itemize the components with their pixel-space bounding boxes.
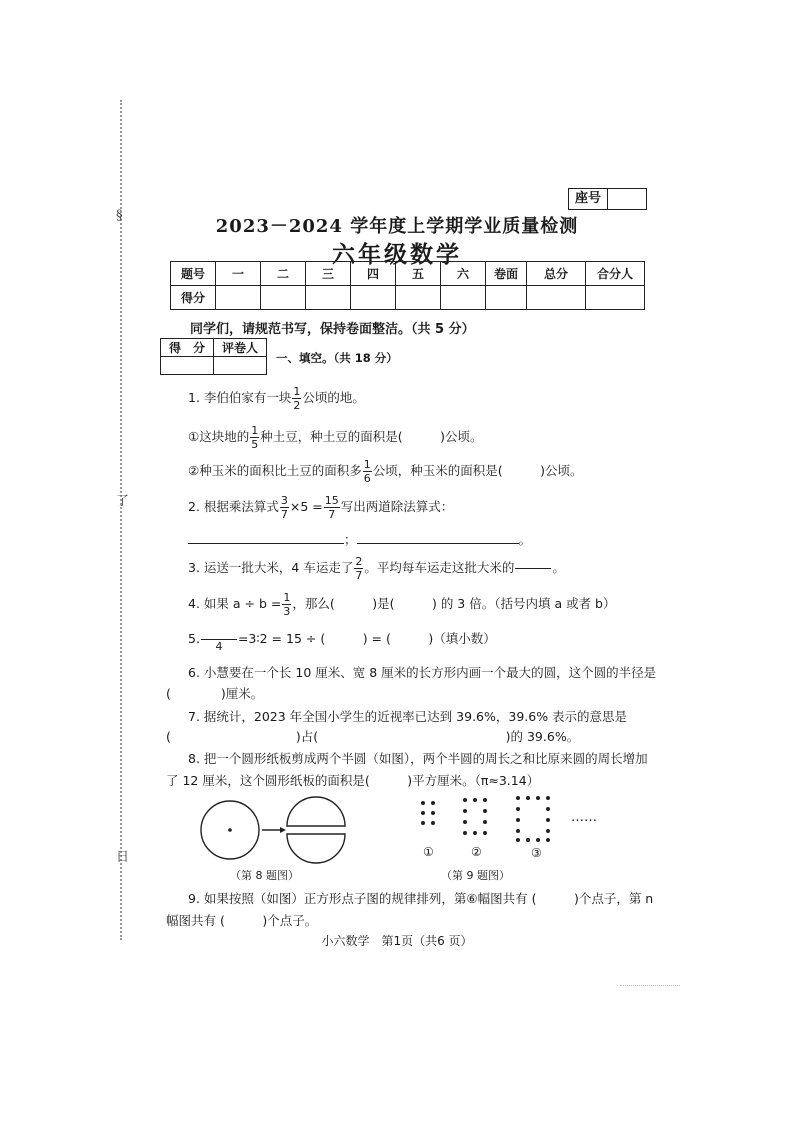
frac-denominator: 7 [328, 508, 336, 521]
q4-text: 4. 如果 a ÷ b = [188, 596, 282, 611]
q2-text: 写出两道除法算式： [340, 499, 454, 514]
frac-denominator: 3 [283, 605, 291, 618]
frac-numerator: 1 [363, 458, 371, 471]
section1-title: 一、填空。（共 18 分） [276, 351, 398, 365]
score-cell[interactable] [527, 286, 586, 310]
margin-mark: § [116, 208, 123, 223]
score-header-cell: 五 [396, 262, 441, 286]
q4-text: ，那么( )是( ) 的 3 倍。（括号内填 a 或者 b） [292, 596, 616, 611]
frac-numerator: 2 [355, 555, 363, 568]
score-header-cell: 一 [216, 262, 261, 286]
q3-answer-fraction[interactable] [515, 556, 551, 581]
q7-line2: ( )占( )的 39.6%。 [166, 729, 580, 744]
q3-stem [188, 556, 565, 581]
dot-pattern-3 [516, 796, 550, 842]
arrow-head [280, 827, 286, 833]
score-table [170, 261, 645, 310]
frac-denominator: 6 [363, 472, 371, 485]
q2-fraction [324, 495, 340, 520]
q2-separator: ； [344, 532, 357, 547]
circle-center-dot [228, 828, 232, 832]
frac-denominator: 7 [355, 569, 363, 582]
grader-score-field[interactable] [161, 357, 214, 375]
q5-text: =3∶2 = 15 ÷ ( ) = ( )（填小数） [237, 631, 496, 646]
score-header-cell: 二 [261, 262, 306, 286]
q2-text: 2. 根据乘法算式 [188, 499, 279, 514]
q6-line1: 6. 小慧要在一个长 10 厘米、宽 8 厘米的长方形内画一个最大的圆，这个圆的半径是 [188, 665, 657, 680]
answer-blank[interactable] [357, 543, 519, 544]
q5-text: 5. [188, 631, 200, 646]
scan-artifact [620, 985, 680, 986]
margin-mark: 了 [116, 494, 130, 509]
frac-numerator [515, 556, 551, 569]
q1-part-a [188, 425, 482, 450]
q1-part-b [188, 459, 582, 484]
q1-stem-text: 1. 李伯伯家有一块 [188, 390, 292, 405]
q1-fraction [292, 386, 301, 411]
seat-number-field[interactable] [608, 189, 646, 209]
figure-8-circle-diagram [198, 795, 348, 865]
q3-fraction [354, 556, 363, 581]
q2-fraction [280, 495, 289, 520]
grader-score-label: 得 分 [161, 339, 214, 357]
score-table-score-row [171, 286, 645, 310]
frac-numerator: 3 [280, 494, 288, 507]
q1b-text: ②种玉米的面积比土豆的面积多 [188, 463, 362, 478]
score-header-cell: 三 [306, 262, 351, 286]
exam-title: 2023－2024 学年度上学期学业质量检测 [215, 216, 579, 237]
frac-numerator: 1 [293, 385, 301, 398]
dot-pattern-2 [463, 798, 487, 835]
figure-9-dot-patterns [415, 795, 575, 843]
neatness-notice: 同学们，请规范书写，保持卷面整洁。（共 5 分） [190, 322, 475, 337]
q5-fraction[interactable] [201, 627, 237, 652]
answer-blank[interactable] [188, 543, 344, 544]
frac-denominator: 2 [293, 399, 301, 412]
upper-semicircle [287, 797, 345, 826]
exam-subject: 六年级数学 [332, 242, 462, 268]
frac-numerator: 1 [283, 591, 291, 604]
pattern-label-2: ② [471, 845, 482, 859]
q3-end: 。 [552, 560, 565, 575]
score-header-cell: 四 [351, 262, 396, 286]
score-table-header-row [171, 262, 645, 286]
q2-end: 。 [518, 532, 532, 547]
q1b-text: 公顷，种玉米的面积是( )公顷。 [372, 463, 583, 478]
q3-text: 。平均每车运走这批大米的 [364, 560, 515, 575]
figure-8-caption: （第 8 题图） [230, 869, 299, 882]
score-cell[interactable] [586, 286, 645, 310]
margin-mark: 日 [116, 850, 130, 865]
q1b-fraction [363, 459, 372, 484]
score-cell[interactable] [261, 286, 306, 310]
q4-stem [188, 592, 616, 617]
frac-denominator: 4 [215, 640, 223, 653]
score-cell[interactable] [441, 286, 486, 310]
q2-stem [188, 495, 453, 520]
q2-text: ×5 = [289, 499, 323, 514]
score-header-cell: 合分人 [586, 262, 645, 286]
score-row-label: 得分 [171, 286, 216, 310]
q1a-text: 种土豆，种土豆的面积是( )公顷。 [260, 429, 483, 444]
q6-line2: ( )厘米。 [166, 686, 264, 701]
q7-line1: 7. 据统计，2023 年全国小学生的近视率已达到 39.6%，39.6% 表示的意思是 [188, 709, 628, 724]
seat-label: 座号 [569, 189, 608, 209]
q4-fraction [282, 592, 291, 617]
score-cell[interactable] [351, 286, 396, 310]
frac-denominator [515, 569, 551, 581]
pattern-label-1: ① [423, 845, 434, 859]
figure-9-caption: （第 9 题图） [441, 869, 510, 882]
score-header-cell: 总分 [527, 262, 586, 286]
frac-numerator: 1 [251, 424, 259, 437]
q1-stem [188, 386, 365, 411]
q9-line2: 幅图共有 ( )个点子。 [166, 913, 318, 928]
q8-line1: 8. 把一个圆形纸板剪成两个半圆（如图），两个半圆的周长之和比原来圆的周长增加 [188, 751, 648, 766]
q1-stem-text: 公顷的地。 [302, 390, 365, 405]
pattern-label-3: ③ [531, 846, 542, 860]
q2-answer-line [188, 530, 531, 548]
grader-name-field[interactable] [214, 357, 267, 375]
score-header-cell: 卷面 [486, 262, 527, 286]
dot-pattern-1 [421, 801, 435, 825]
seat-number-box [568, 188, 647, 210]
q1a-text: ①这块地的 [188, 429, 250, 444]
score-cell[interactable] [396, 286, 441, 310]
q3-text: 3. 运送一批大米，4 车运走了 [188, 560, 354, 575]
frac-numerator [201, 627, 237, 640]
score-header-cell: 题号 [171, 262, 216, 286]
q5-stem [188, 627, 496, 652]
pattern-ellipsis: …… [571, 810, 597, 825]
grader-name-label: 评卷人 [214, 339, 267, 357]
q8-line2: 了 12 厘米，这个圆形纸板的面积是( )平方厘米。（π≈3.14） [166, 773, 540, 788]
q9-line1: 9. 如果按照（如图）正方形点子图的规律排列，第⑥幅图共有 ( )个点子，第 n [188, 891, 654, 906]
lower-semicircle [287, 834, 345, 863]
score-cell[interactable] [216, 286, 261, 310]
frac-denominator: 7 [280, 508, 288, 521]
q1a-fraction [250, 425, 259, 450]
grader-box [160, 338, 267, 375]
page-footer: 小六数学 第1页（共6 页） [321, 934, 473, 948]
score-header-cell: 六 [441, 262, 486, 286]
frac-denominator: 5 [251, 438, 259, 451]
score-cell[interactable] [486, 286, 527, 310]
frac-numerator: 15 [324, 494, 339, 507]
score-cell[interactable] [306, 286, 351, 310]
